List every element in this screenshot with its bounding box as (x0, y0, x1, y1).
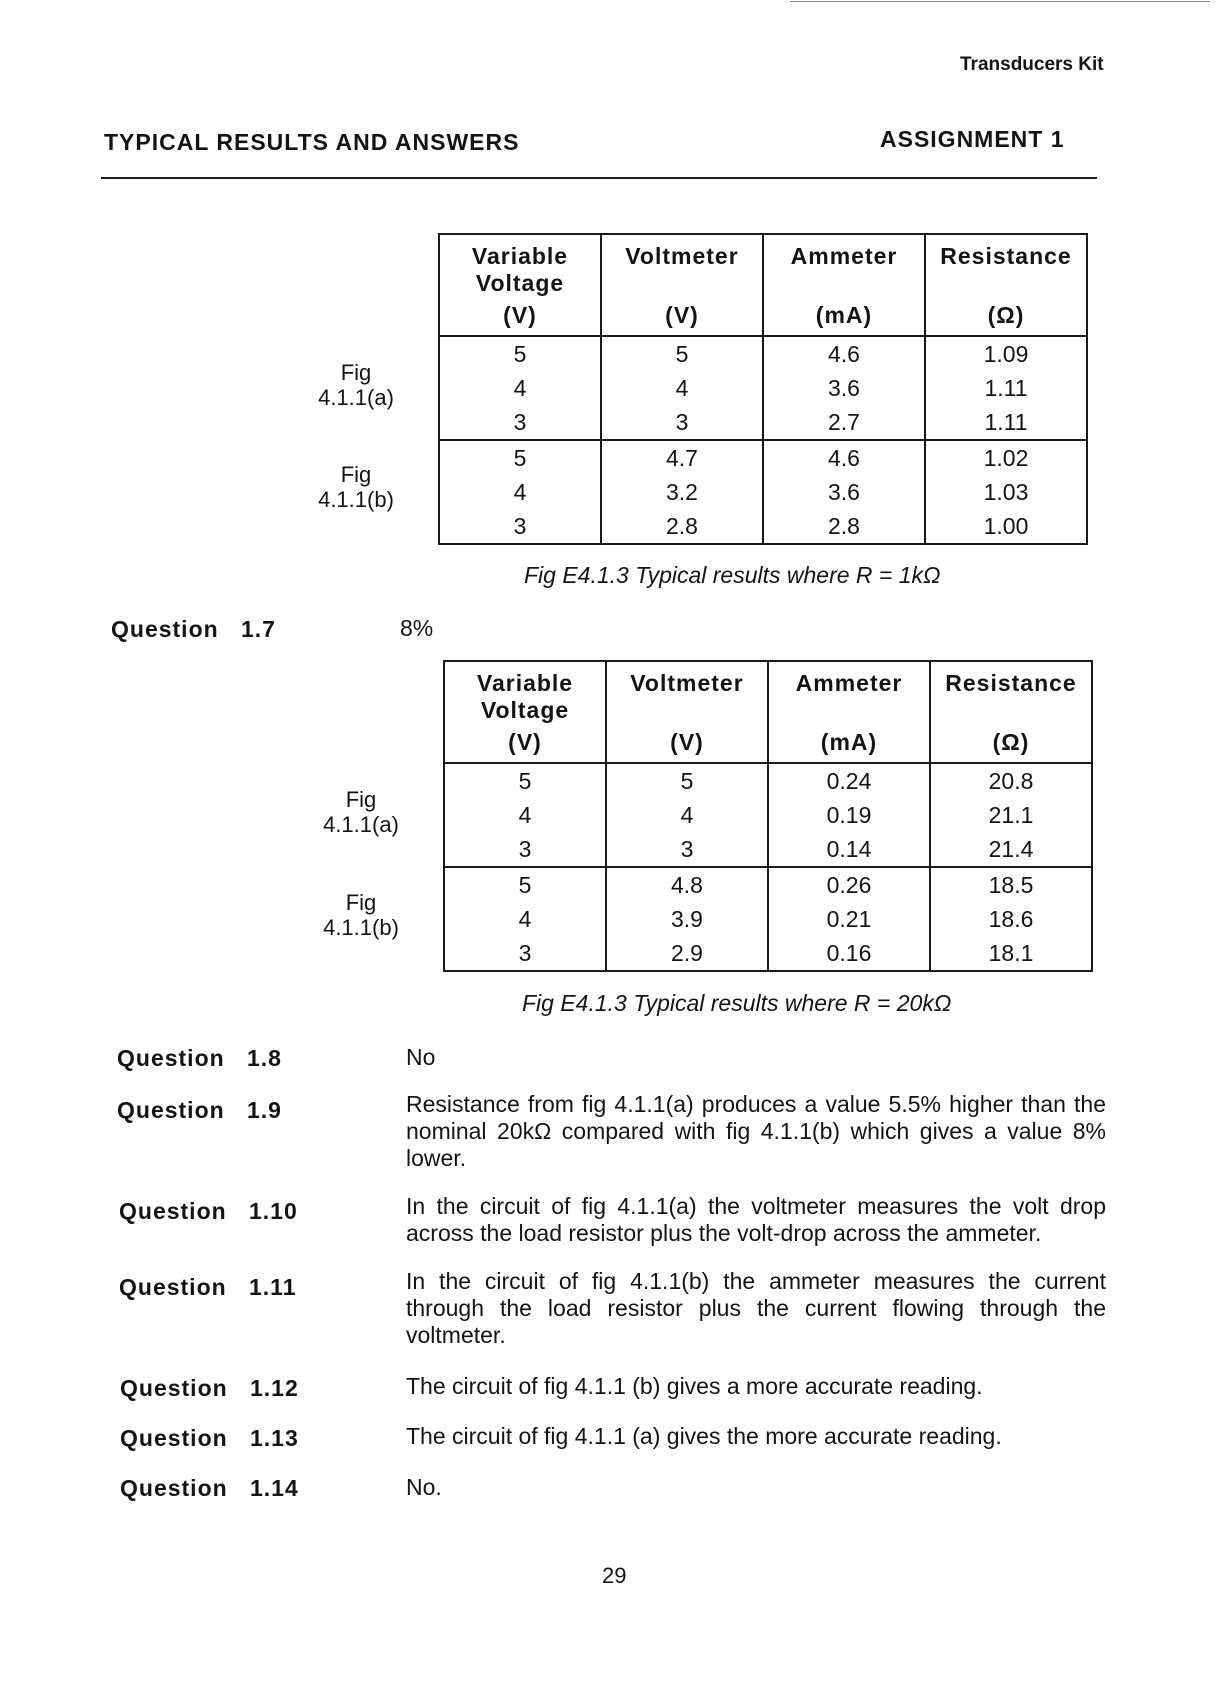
assignment-title: ASSIGNMENT 1 (880, 126, 1065, 152)
question-1-9-label (117, 1097, 282, 1124)
cell: 2.9 (606, 936, 768, 971)
cell: 3 (444, 832, 606, 867)
table-2-caption: Fig E4.1.3 Typical results where R = 20kΩ (522, 990, 952, 1016)
col-title: Ammeter (790, 243, 898, 269)
col-unit: (V) (670, 729, 704, 755)
cell: 2.7 (763, 405, 925, 440)
results-table-20k (443, 660, 1093, 972)
cell: 0.21 (768, 902, 930, 936)
cell: 21.1 (930, 798, 1092, 832)
cell: 0.24 (768, 763, 930, 798)
question-word: Question (117, 1097, 225, 1123)
table-1-caption: Fig E4.1.3 Typical results where R = 1kΩ (524, 562, 941, 588)
table-row (439, 371, 1087, 405)
question-number: 1.14 (250, 1475, 299, 1501)
cell: 1.11 (925, 371, 1087, 405)
question-1-14-label (120, 1475, 299, 1502)
col-title: Ammeter (795, 670, 903, 696)
question-word: Question (119, 1198, 227, 1224)
cell: 0.16 (768, 936, 930, 971)
cell: 3.6 (763, 475, 925, 509)
table-row (439, 440, 1087, 475)
cell: 4.6 (763, 336, 925, 371)
page-number: 29 (602, 1563, 627, 1588)
cell: 18.6 (930, 902, 1092, 936)
question-number: 1.7 (241, 616, 276, 642)
cell: 1.11 (925, 405, 1087, 440)
table-row (444, 936, 1092, 971)
question-1-12-label (120, 1375, 299, 1402)
col-ammeter (768, 661, 930, 763)
question-1-7-label (111, 616, 276, 643)
col-resistance (930, 661, 1092, 763)
question-word: Question (119, 1274, 227, 1300)
cell: 4 (439, 371, 601, 405)
fig-label-b: Fig 4.1.1(b) (318, 462, 394, 512)
question-1-11-answer: In the circuit of fig 4.1.1(b) the ammeter measures the current through the load resistor plus the current flowing through the voltmeter. (406, 1268, 1106, 1348)
top-edge-rule (790, 1, 1210, 2)
cell: 3.9 (606, 902, 768, 936)
cell: 0.19 (768, 798, 930, 832)
col-voltmeter (606, 661, 768, 763)
cell: 3 (439, 405, 601, 440)
cell: 5 (606, 763, 768, 798)
kit-title: Transducers Kit (960, 54, 1104, 75)
question-1-10-label (119, 1198, 298, 1225)
cell: 2.8 (763, 509, 925, 544)
question-1-7-answer: 8% (400, 615, 434, 641)
col-title: Voltmeter (625, 243, 739, 269)
table-row (439, 509, 1087, 544)
cell: 1.00 (925, 509, 1087, 544)
col-title: Resistance (940, 243, 1072, 269)
col-unit: (mA) (815, 302, 873, 328)
cell: 5 (444, 867, 606, 902)
question-word: Question (120, 1475, 228, 1501)
col-title: Variable Voltage (476, 670, 574, 723)
col-title: Variable Voltage (471, 243, 569, 296)
table-row (444, 798, 1092, 832)
col-resistance (925, 234, 1087, 336)
question-number: 1.13 (250, 1425, 299, 1451)
cell: 5 (444, 763, 606, 798)
cell: 0.14 (768, 832, 930, 867)
col-unit: (Ω) (992, 729, 1030, 755)
cell: 1.02 (925, 440, 1087, 475)
col-unit: (V) (508, 729, 542, 755)
question-1-13-answer: The circuit of fig 4.1.1 (a) gives the more accurate reading. (406, 1423, 1002, 1449)
table-header-row (444, 661, 1092, 763)
cell: 1.03 (925, 475, 1087, 509)
fig-label-a: Fig 4.1.1(a) (318, 360, 394, 410)
question-word: Question (120, 1425, 228, 1451)
question-1-14-answer: No. (406, 1474, 442, 1500)
cell: 20.8 (930, 763, 1092, 798)
question-number: 1.12 (250, 1375, 299, 1401)
question-word: Question (120, 1375, 228, 1401)
col-unit: (V) (503, 302, 537, 328)
cell: 4 (601, 371, 763, 405)
question-word: Question (111, 616, 219, 642)
cell: 21.4 (930, 832, 1092, 867)
cell: 5 (601, 336, 763, 371)
cell: 4 (606, 798, 768, 832)
col-variable-voltage (439, 234, 601, 336)
table-row (439, 475, 1087, 509)
cell: 3 (601, 405, 763, 440)
question-number: 1.9 (247, 1097, 282, 1123)
cell: 3 (444, 936, 606, 971)
cell: 18.1 (930, 936, 1092, 971)
cell: 0.26 (768, 867, 930, 902)
table-row (444, 902, 1092, 936)
col-voltmeter (601, 234, 763, 336)
cell: 4 (444, 798, 606, 832)
col-ammeter (763, 234, 925, 336)
question-1-8-label (117, 1045, 282, 1072)
col-title: Resistance (945, 670, 1077, 696)
cell: 1.09 (925, 336, 1087, 371)
question-1-12-answer: The circuit of fig 4.1.1 (b) gives a more accurate reading. (406, 1373, 983, 1399)
cell: 4 (444, 902, 606, 936)
question-1-10-answer: In the circuit of fig 4.1.1(a) the voltmeter measures the volt drop across the load resistor plus the volt-drop across the ammeter. (406, 1193, 1106, 1246)
col-variable-voltage (444, 661, 606, 763)
cell: 5 (439, 440, 601, 475)
cell: 4.8 (606, 867, 768, 902)
table-row (439, 336, 1087, 371)
question-word: Question (117, 1045, 225, 1071)
question-1-8-answer: No (406, 1044, 436, 1070)
cell: 18.5 (930, 867, 1092, 902)
cell: 2.8 (601, 509, 763, 544)
cell: 4.7 (601, 440, 763, 475)
table-row (439, 405, 1087, 440)
cell: 3.2 (601, 475, 763, 509)
cell: 3.6 (763, 371, 925, 405)
question-1-13-label (120, 1425, 299, 1452)
question-1-9-answer: Resistance from fig 4.1.1(a) produces a value 5.5% higher than the nominal 20kΩ compared with fig 4.1.1(b) which gives a value 8% lower. (406, 1091, 1106, 1171)
cell: 3 (439, 509, 601, 544)
table-row (444, 867, 1092, 902)
cell: 5 (439, 336, 601, 371)
table-header-row (439, 234, 1087, 336)
question-1-11-label (119, 1274, 297, 1301)
section-title: TYPICAL RESULTS AND ANSWERS (104, 129, 520, 155)
table-row (444, 832, 1092, 867)
table-row (444, 763, 1092, 798)
cell: 4 (439, 475, 601, 509)
fig-label-b: Fig 4.1.1(b) (323, 890, 399, 940)
question-number: 1.10 (249, 1198, 298, 1224)
cell: 3 (606, 832, 768, 867)
col-unit: (V) (665, 302, 699, 328)
question-number: 1.8 (247, 1045, 282, 1071)
col-unit: (Ω) (987, 302, 1025, 328)
col-unit: (mA) (820, 729, 878, 755)
question-number: 1.11 (249, 1274, 297, 1300)
cell: 4.6 (763, 440, 925, 475)
results-table-1k (438, 233, 1088, 545)
col-title: Voltmeter (630, 670, 744, 696)
fig-label-a: Fig 4.1.1(a) (323, 787, 399, 837)
header-rule (101, 177, 1097, 179)
